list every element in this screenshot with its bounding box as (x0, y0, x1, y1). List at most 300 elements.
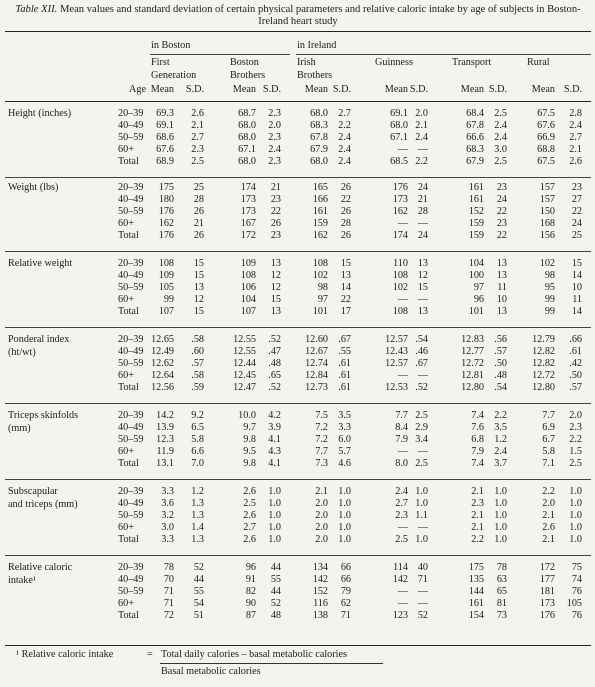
mean-cell: 135 (468, 574, 484, 585)
mean-cell: 162 (312, 230, 328, 241)
sd-cell: 27 (571, 194, 582, 205)
mean-cell: 91 (245, 574, 256, 585)
sd-cell: — (417, 370, 428, 381)
mean-cell: 134 (312, 562, 328, 573)
mean-cell: 87 (245, 610, 256, 621)
mean-cell: 173 (240, 206, 256, 217)
section-label: Triceps skinfolds (8, 410, 79, 421)
mean-cell: 2.0 (315, 522, 328, 533)
sd-cell: 21 (193, 218, 204, 229)
footnote-marker: ¹ Relative caloric intake (16, 649, 114, 660)
mean-cell: 68.5 (390, 156, 408, 167)
sd-cell: 2.4 (415, 132, 428, 143)
sd-cell: 12 (193, 294, 204, 305)
sd-cell: 1.0 (494, 522, 507, 533)
sd-cell: — (417, 598, 428, 609)
sd-cell: 1.0 (415, 534, 428, 545)
sd-cell: 1.0 (268, 486, 281, 497)
mean-cell: 67.1 (390, 132, 408, 143)
top-rule (5, 31, 591, 32)
sd-cell: 26 (340, 182, 351, 193)
mean-cell: 67.5 (537, 156, 555, 167)
age-cell: 40–49 (118, 574, 144, 585)
mean-cell: 6.9 (542, 422, 555, 433)
mean-cell: 109 (158, 270, 174, 281)
sd-cell: 14 (571, 270, 582, 281)
age-cell: Total (118, 610, 139, 621)
mean-cell: 2.1 (542, 510, 555, 521)
group-header-line1: Rural (527, 57, 550, 68)
mean-cell: 9.8 (243, 458, 256, 469)
mean-cell: 2.4 (395, 486, 408, 497)
mean-cell: 12.57 (385, 358, 408, 369)
mean-cell: 2.2 (471, 534, 484, 545)
sd-cell: .48 (494, 370, 507, 381)
mean-cell: 67.6 (156, 144, 174, 155)
sd-cell: 2.1 (569, 144, 582, 155)
sd-cell: 22 (496, 206, 507, 217)
mean-cell: 12.84 (305, 370, 328, 381)
mean-cell: 7.2 (315, 422, 328, 433)
mean-cell: 2.5 (395, 534, 408, 545)
header-rule (5, 101, 591, 102)
sd-cell: 15 (193, 258, 204, 269)
sd-cell: 3.5 (338, 410, 351, 421)
mean-cell: 3.3 (161, 534, 174, 545)
section-label: and triceps (mm) (8, 499, 78, 510)
sd-cell: 40 (417, 562, 428, 573)
sd-cell: 2.4 (338, 132, 351, 143)
mean-cell: 69.3 (156, 108, 174, 119)
mean-cell: 99 (163, 294, 174, 305)
mean-cell: 176 (392, 182, 408, 193)
mean-cell: 166 (312, 194, 328, 205)
sd-cell: 79 (340, 586, 351, 597)
sd-cell: 14 (571, 306, 582, 317)
sd-cell: 2.3 (268, 156, 281, 167)
sd-cell: 2.4 (494, 120, 507, 131)
mean-cell: 150 (539, 206, 555, 217)
group-header-line1: Transport (452, 57, 492, 68)
table-caption (6, 4, 590, 28)
sd-cell: .48 (268, 358, 281, 369)
age-cell: 20–39 (118, 486, 144, 497)
mean-cell: 7.7 (315, 446, 328, 457)
section-label: (mm) (8, 423, 31, 434)
mean-cell: 172 (539, 562, 555, 573)
mean-cell: 66.6 (466, 132, 484, 143)
age-cell: 50–59 (118, 434, 144, 445)
sd-cell: 6.5 (191, 422, 204, 433)
sd-cell: 26 (340, 230, 351, 241)
section-label: intake¹ (8, 575, 36, 586)
mean-cell: 180 (158, 194, 174, 205)
mean-cell: 67.8 (466, 120, 484, 131)
mean-cell: 95 (544, 282, 555, 293)
sd-cell: .57 (191, 358, 204, 369)
mean-cell: 68.0 (238, 120, 256, 131)
sd-cell: 23 (270, 230, 281, 241)
sd-cell: 4.1 (268, 458, 281, 469)
mean-cell: 104 (240, 294, 256, 305)
mean-cell: 67.9 (310, 144, 328, 155)
mean-cell: 7.4 (471, 458, 484, 469)
mean-cell: 99 (544, 294, 555, 305)
sd-cell: 13 (496, 306, 507, 317)
age-cell: 20–39 (118, 334, 144, 345)
mean-cell: 9.7 (243, 422, 256, 433)
sd-cell: 26 (193, 206, 204, 217)
sd-cell: 13 (340, 270, 351, 281)
mean-cell: 2.3 (395, 510, 408, 521)
sd-cell: 71 (340, 610, 351, 621)
section-label: Ponderal index (8, 334, 70, 345)
mean-cell: 7.5 (315, 410, 328, 421)
sd-cell: .60 (191, 346, 204, 357)
mean-cell: 173 (240, 194, 256, 205)
sd-cell: 12 (270, 282, 281, 293)
sd-cell: 10 (571, 282, 582, 293)
sd-header: S.D. (332, 84, 351, 95)
sd-cell: 24 (496, 194, 507, 205)
sd-cell: 1.0 (494, 510, 507, 521)
age-cell: 60+ (118, 218, 134, 229)
mean-cell: 175 (468, 562, 484, 573)
sd-cell: 51 (193, 610, 204, 621)
bottom-rule (5, 645, 591, 646)
mean-cell: 67.8 (310, 132, 328, 143)
mean-cell: 161 (468, 598, 484, 609)
mean-cell: 9.5 (243, 446, 256, 457)
sd-cell: 2.5 (415, 458, 428, 469)
group-header-line1: First (151, 57, 170, 68)
mean-cell: — (397, 598, 408, 609)
sd-cell: 1.0 (268, 534, 281, 545)
mean-cell: 68.7 (238, 108, 256, 119)
age-cell: 60+ (118, 144, 134, 155)
sd-cell: 52 (193, 562, 204, 573)
sd-cell: 17 (340, 306, 351, 317)
mean-cell: 68.9 (156, 156, 174, 167)
sd-cell: .58 (191, 370, 204, 381)
sd-cell: 71 (417, 574, 428, 585)
sd-cell: 1.0 (338, 534, 351, 545)
age-cell: 50–59 (118, 132, 144, 143)
sd-cell: 24 (417, 182, 428, 193)
mean-cell: 108 (392, 306, 408, 317)
age-cell: 60+ (118, 522, 134, 533)
group-header-line1: Guinness (375, 57, 413, 68)
sd-cell: 1.0 (268, 522, 281, 533)
sd-cell: — (417, 218, 428, 229)
sd-cell: 1.0 (494, 534, 507, 545)
sd-cell: 28 (340, 218, 351, 229)
mean-cell: 138 (312, 610, 328, 621)
mean-cell: 12.62 (151, 358, 174, 369)
sd-cell: 78 (496, 562, 507, 573)
mean-cell: 67.6 (537, 120, 555, 131)
age-cell: 50–59 (118, 206, 144, 217)
mean-cell: — (397, 522, 408, 533)
mean-cell: 165 (312, 182, 328, 193)
sd-cell: 44 (270, 562, 281, 573)
sd-cell: 2.2 (415, 156, 428, 167)
sd-cell: 1.0 (338, 498, 351, 509)
mean-cell: 157 (539, 194, 555, 205)
mean-cell: 2.0 (315, 498, 328, 509)
sd-cell: 1.0 (415, 498, 428, 509)
mean-cell: 12.73 (305, 382, 328, 393)
sd-cell: 7.0 (191, 458, 204, 469)
sd-cell: 1.2 (494, 434, 507, 445)
mean-cell: 174 (240, 182, 256, 193)
sd-cell: 2.7 (338, 108, 351, 119)
age-cell: 60+ (118, 294, 134, 305)
section-label: Subscapular (8, 486, 58, 497)
sd-cell: 1.0 (338, 486, 351, 497)
mean-cell: 162 (392, 206, 408, 217)
age-cell: 60+ (118, 598, 134, 609)
mean-cell: 3.0 (161, 522, 174, 533)
sd-cell: 62 (340, 598, 351, 609)
mean-cell: 99 (544, 306, 555, 317)
mean-cell: 68.0 (238, 132, 256, 143)
section-divider (5, 403, 591, 404)
sd-cell: 13 (496, 258, 507, 269)
mean-cell: 172 (240, 230, 256, 241)
mean-cell: 176 (158, 230, 174, 241)
sd-cell: 2.2 (494, 410, 507, 421)
mean-cell: 12.65 (151, 334, 174, 345)
sd-cell: — (417, 522, 428, 533)
mean-cell: 68.3 (310, 120, 328, 131)
sd-cell: 22 (496, 230, 507, 241)
sd-cell: 23 (571, 182, 582, 193)
sd-cell: 1.3 (191, 534, 204, 545)
sd-cell: .58 (191, 334, 204, 345)
age-cell: 50–59 (118, 586, 144, 597)
sd-cell: 23 (270, 194, 281, 205)
mean-cell: 67.5 (537, 108, 555, 119)
sd-cell: 22 (571, 206, 582, 217)
sd-cell: 13 (270, 258, 281, 269)
sd-cell: 1.0 (415, 486, 428, 497)
mean-cell: 7.4 (471, 410, 484, 421)
age-cell: Total (118, 156, 139, 167)
sd-cell: 13 (496, 270, 507, 281)
mean-cell: 174 (392, 230, 408, 241)
mean-cell: 7.2 (315, 434, 328, 445)
mean-cell: 12.47 (233, 382, 256, 393)
sd-cell: 1.3 (191, 510, 204, 521)
mean-cell: 177 (539, 574, 555, 585)
footnote-numerator: Total daily calories – basal metabolic calories (161, 649, 347, 660)
footnote-fraction-line (160, 663, 383, 664)
mean-cell: 12.83 (461, 334, 484, 345)
mean-cell: 162 (158, 218, 174, 229)
sd-cell: 23 (496, 182, 507, 193)
mean-cell: 12.74 (305, 358, 328, 369)
section-label: Height (inches) (8, 108, 72, 119)
age-cell: 40–49 (118, 270, 144, 281)
mean-cell: 167 (240, 218, 256, 229)
sd-cell: .54 (415, 334, 428, 345)
group-header-line1: Boston (230, 57, 259, 68)
mean-cell: 2.1 (315, 486, 328, 497)
mean-cell: 12.60 (305, 334, 328, 345)
mean-cell: 97 (473, 282, 484, 293)
mean-cell: 108 (312, 258, 328, 269)
sd-cell: .57 (569, 382, 582, 393)
mean-cell: 102 (392, 282, 408, 293)
age-cell: 20–39 (118, 562, 144, 573)
section-label: (ht/wt) (8, 347, 36, 358)
sd-cell: .67 (338, 334, 351, 345)
sd-header: S.D. (563, 84, 582, 95)
mean-cell: 12.43 (385, 346, 408, 357)
mean-cell: 12.81 (461, 370, 484, 381)
mean-cell: 10.0 (238, 410, 256, 421)
mean-cell: 108 (240, 270, 256, 281)
age-cell: Total (118, 382, 139, 393)
mean-cell: 7.9 (471, 446, 484, 457)
sd-cell: 1.0 (494, 486, 507, 497)
sd-cell: .52 (268, 334, 281, 345)
mean-header: Mean (531, 84, 555, 95)
mean-cell: 12.55 (233, 334, 256, 345)
age-cell: Total (118, 534, 139, 545)
sd-cell: 2.5 (494, 156, 507, 167)
sd-cell: .50 (494, 358, 507, 369)
mean-cell: 107 (240, 306, 256, 317)
sd-cell: 2.8 (569, 108, 582, 119)
sd-cell: 13 (270, 306, 281, 317)
mean-cell: 2.0 (315, 510, 328, 521)
mean-cell: 13.9 (156, 422, 174, 433)
sd-cell: .42 (569, 358, 582, 369)
mean-cell: 181 (539, 586, 555, 597)
sd-header: S.D. (409, 84, 428, 95)
mean-cell: 12.82 (532, 346, 555, 357)
mean-cell: 2.1 (471, 486, 484, 497)
mean-header: Mean (304, 84, 328, 95)
sd-cell: 44 (270, 586, 281, 597)
sd-cell: 24 (417, 230, 428, 241)
age-cell: 20–39 (118, 108, 144, 119)
sd-cell: 1.3 (191, 498, 204, 509)
mean-cell: 152 (312, 586, 328, 597)
sd-cell: 2.2 (338, 120, 351, 131)
mean-cell: 144 (468, 586, 484, 597)
mean-cell: 173 (539, 598, 555, 609)
sd-cell: 14 (340, 282, 351, 293)
mean-cell: 68.0 (390, 120, 408, 131)
sd-cell: 15 (193, 270, 204, 281)
sd-cell: .67 (415, 358, 428, 369)
mean-cell: 7.7 (395, 410, 408, 421)
sd-cell: .61 (338, 358, 351, 369)
sd-cell: 28 (193, 194, 204, 205)
mean-cell: 72 (163, 610, 174, 621)
sd-cell: 13 (193, 282, 204, 293)
mean-cell: 68.3 (466, 144, 484, 155)
sd-header: S.D. (262, 84, 281, 95)
sd-cell: 2.3 (268, 132, 281, 143)
sd-cell: 76 (571, 586, 582, 597)
mean-cell: 106 (240, 282, 256, 293)
mean-cell: 8.4 (395, 422, 408, 433)
mean-cell: 68.0 (238, 156, 256, 167)
mean-cell: 161 (468, 194, 484, 205)
mean-cell: 12.55 (233, 346, 256, 357)
mean-cell: — (397, 218, 408, 229)
sd-cell: 2.9 (415, 422, 428, 433)
mean-cell: 11.9 (156, 446, 174, 457)
mean-cell: 7.6 (471, 422, 484, 433)
mean-cell: 12.64 (151, 370, 174, 381)
sd-cell: 81 (496, 598, 507, 609)
mean-cell: 12.77 (461, 346, 484, 357)
mean-cell: 102 (539, 258, 555, 269)
in-boston-header: in Boston (151, 40, 191, 51)
sd-cell: 2.7 (569, 132, 582, 143)
mean-cell: 98 (544, 270, 555, 281)
mean-cell: 67.1 (238, 144, 256, 155)
mean-cell: 142 (392, 574, 408, 585)
age-cell: 20–39 (118, 410, 144, 421)
sd-cell: .50 (569, 370, 582, 381)
mean-cell: 5.8 (542, 446, 555, 457)
sd-cell: 22 (270, 206, 281, 217)
sd-cell: 2.4 (338, 156, 351, 167)
sd-cell: .59 (191, 382, 204, 393)
mean-cell: 78 (163, 562, 174, 573)
mean-cell: 159 (468, 218, 484, 229)
sd-cell: .65 (268, 370, 281, 381)
group-header-line1: Irish (297, 57, 316, 68)
sd-cell: 105 (566, 598, 582, 609)
sd-cell: 1.5 (569, 446, 582, 457)
mean-cell: 6.8 (471, 434, 484, 445)
age-cell: 40–49 (118, 194, 144, 205)
mean-cell: 7.9 (395, 434, 408, 445)
mean-cell: — (397, 294, 408, 305)
mean-cell: — (397, 586, 408, 597)
sd-cell: 63 (496, 574, 507, 585)
mean-cell: — (397, 370, 408, 381)
mean-cell: 2.6 (542, 522, 555, 533)
mean-cell: 168 (539, 218, 555, 229)
age-cell: Total (118, 458, 139, 469)
mean-cell: 12.67 (305, 346, 328, 357)
mean-cell: 100 (468, 270, 484, 281)
sd-cell: 1.4 (191, 522, 204, 533)
sd-cell: .57 (494, 346, 507, 357)
sd-cell: 48 (270, 610, 281, 621)
mean-cell: 2.7 (395, 498, 408, 509)
mean-header: Mean (150, 84, 174, 95)
mean-cell: 2.0 (315, 534, 328, 545)
sd-cell: 2.3 (268, 108, 281, 119)
sd-cell: 66 (340, 574, 351, 585)
section-divider (5, 555, 591, 556)
mean-cell: 101 (312, 306, 328, 317)
mean-cell: 98 (317, 282, 328, 293)
sd-cell: 1.0 (569, 486, 582, 497)
mean-cell: 96 (473, 294, 484, 305)
sd-cell: 1.0 (569, 534, 582, 545)
sd-cell: 1.0 (569, 498, 582, 509)
